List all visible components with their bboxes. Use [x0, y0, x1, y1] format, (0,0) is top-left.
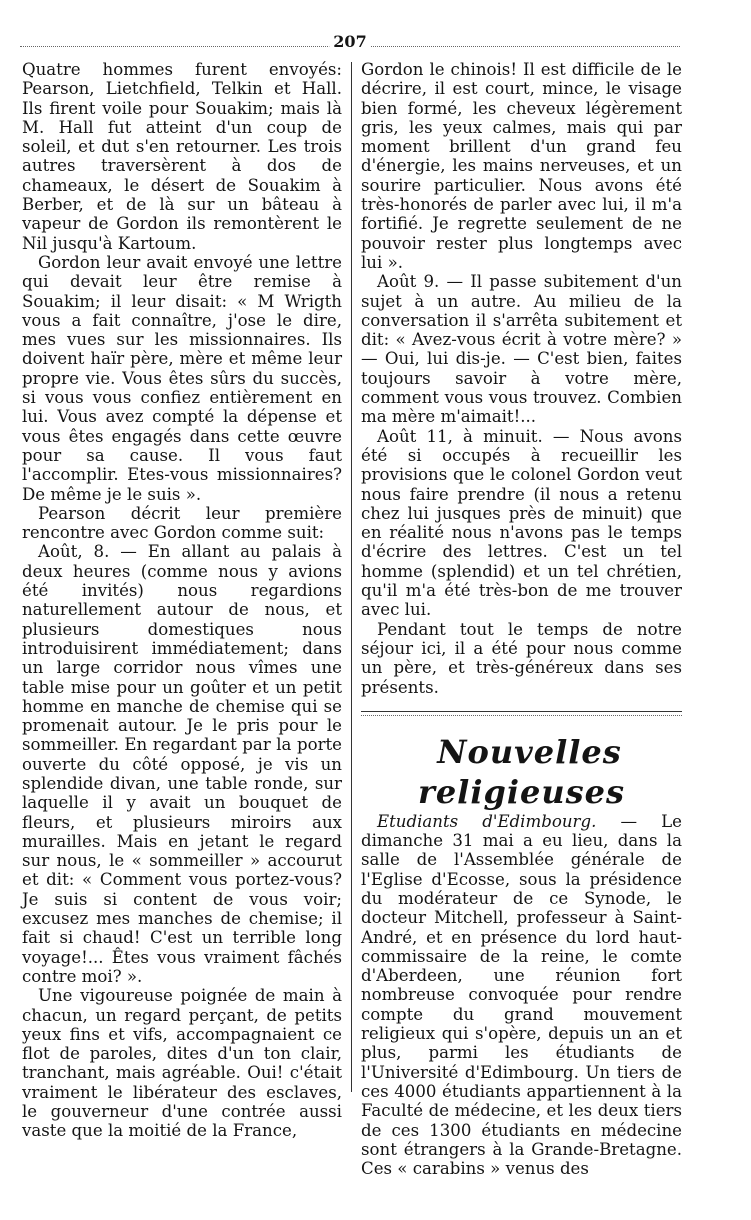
- paragraph: Août 11, à minuit. — Nous avons été si occupés à recueillir les provisions que le colonel Gordon veut nous faire prendre (il nous a retenu chez lui jusques près de minuit) que en réalité nous n'avons pas le temps d'écrire des lettres. C'est un tel homme (splendid) et un tel chrétien, qu'il m'a été très-bon de me trouver avec lui.: [361, 426, 682, 620]
- section-lead: Etudiants d'Edimbourg.: [377, 811, 597, 831]
- paragraph: Gordon leur avait envoyé une lettre qui devait leur être remise à Souakim; il leur disait: « M Wrigth vous a fait connaître, j'ose le dire, mes vues sur les missionnaires. Ils doivent haïr père, mère et même leur propre vie. Vous êtes sûrs du succès, si vous vous confiez entièrement en lui. Vous avez compté la dépense et vous êtes engagés dans cette œuvre pour sa cause. Il vous faut l'accomplir. Etes-vous missionnaires? De même je le suis ».: [22, 252, 342, 504]
- column-divider: [351, 62, 352, 1092]
- left-column: [22, 60, 342, 1141]
- right-column: [361, 60, 682, 1178]
- section-divider: [361, 711, 682, 716]
- paragraph: Pearson décrit leur première rencontre avec Gordon comme suit:: [22, 503, 342, 543]
- section-title: Nouvelles religieuses: [417, 732, 626, 811]
- paragraph: Août, 8. — En allant au palais à deux heures (comme nous y avions été invités) nous regardions naturellement autour de nous, et plusieurs domestiques nous introduisirent immédiatement; dans un large corridor nous vîmes une table mise pour un goûter et un petit homme en manche de chemise qui se promenait autour. Je le pris pour le sommeiller. En regardant par la porte ouverte du côté opposé, je vis un splendide divan, une table ronde, sur laquelle il y avait un bouquet de fleurs, et plusieurs miroirs aux murailles. Mais en jetant le regard sur nous, le « sommeiller » accourut et dit: « Comment vous portez-vous? Je suis si content de vous voir; excusez mes manches de chemise; il fait si chaud! C'est un terrible long voyage!... Êtes vous vraiment fâchés contre moi? ».: [22, 542, 342, 986]
- section-paragraph: [361, 812, 682, 1179]
- section-body: — Le dimanche 31 mai a eu lieu, dans la salle de l'Assemblée générale de l'Eglise d'Ecosse, sous la présidence du modérateur de ce Synode, le docteur Mitchell, professeur à Saint-André, et en présence du lord haut-commissaire de la reine, le comte d'Aberdeen, une réunion fort nombreuse convoquée pour rendre compte du grand mouvement religieux qui s'opère, depuis un an et plus, parmi les étudiants de l'Université d'Edimbourg. Un tiers de ces 4000 étudiants appartiennent à la Faculté de médecine, et les deux tiers de ces 1300 étudiants en médecine sont étrangers à la Grande-Bretagne. Ces « carabins » venus des: [361, 811, 682, 1179]
- page-header: [20, 32, 680, 52]
- paragraph: Gordon le chinois! Il est difficile de le décrire, il est court, mince, le visage bien formé, les cheveux légèrement gris, les yeux calmes, mais qui par moment brillent d'un grand feu d'énergie, les mains nerveuses, et un sourire particulier. Nous avons été très-honorés de parler avec lui, il m'a fortifié. Je regrette seulement de ne pouvoir rester plus longtemps avec lui ».: [361, 60, 682, 272]
- paragraph: Août 9. — Il passe subitement d'un sujet à un autre. Au milieu de la conversation il s'arrêta subitement et dit: « Avez-vous écrit à votre mère? » — Oui, lui dis-je. — C'est bien, faites toujours savoir à votre mère, comment vous vous trouvez. Combien ma mère m'aimait!...: [361, 272, 682, 427]
- paragraph: Une vigoureuse poignée de main à chacun, un regard perçant, de petits yeux fins et vifs, accompagnaient ce flot de paroles, dites d'un ton clair, tranchant, mais agréable. Oui! c'était vraiment le libérateur des esclaves, le gouverneur d'une contrée aussi vaste que la moitié de la France,: [22, 986, 342, 1141]
- page-number: 207: [329, 32, 370, 51]
- paragraph: Quatre hommes furent envoyés: Pearson, Lietchfield, Telkin et Hall. Ils firent voile pour Souakim; mais là M. Hall fut atteint d'un coup de soleil, et dut s'en retourner. Les trois autres traversèrent à dos de chameaux, le désert de Souakim à Berber, et de là sur un bâteau à vapeur de Gordon ils remontèrent le Nil jusqu'à Kartoum.: [22, 60, 342, 253]
- paragraph: Pendant tout le temps de notre séjour ici, il a été pour nous comme un père, et très-généreux dans ses présents.: [361, 619, 682, 697]
